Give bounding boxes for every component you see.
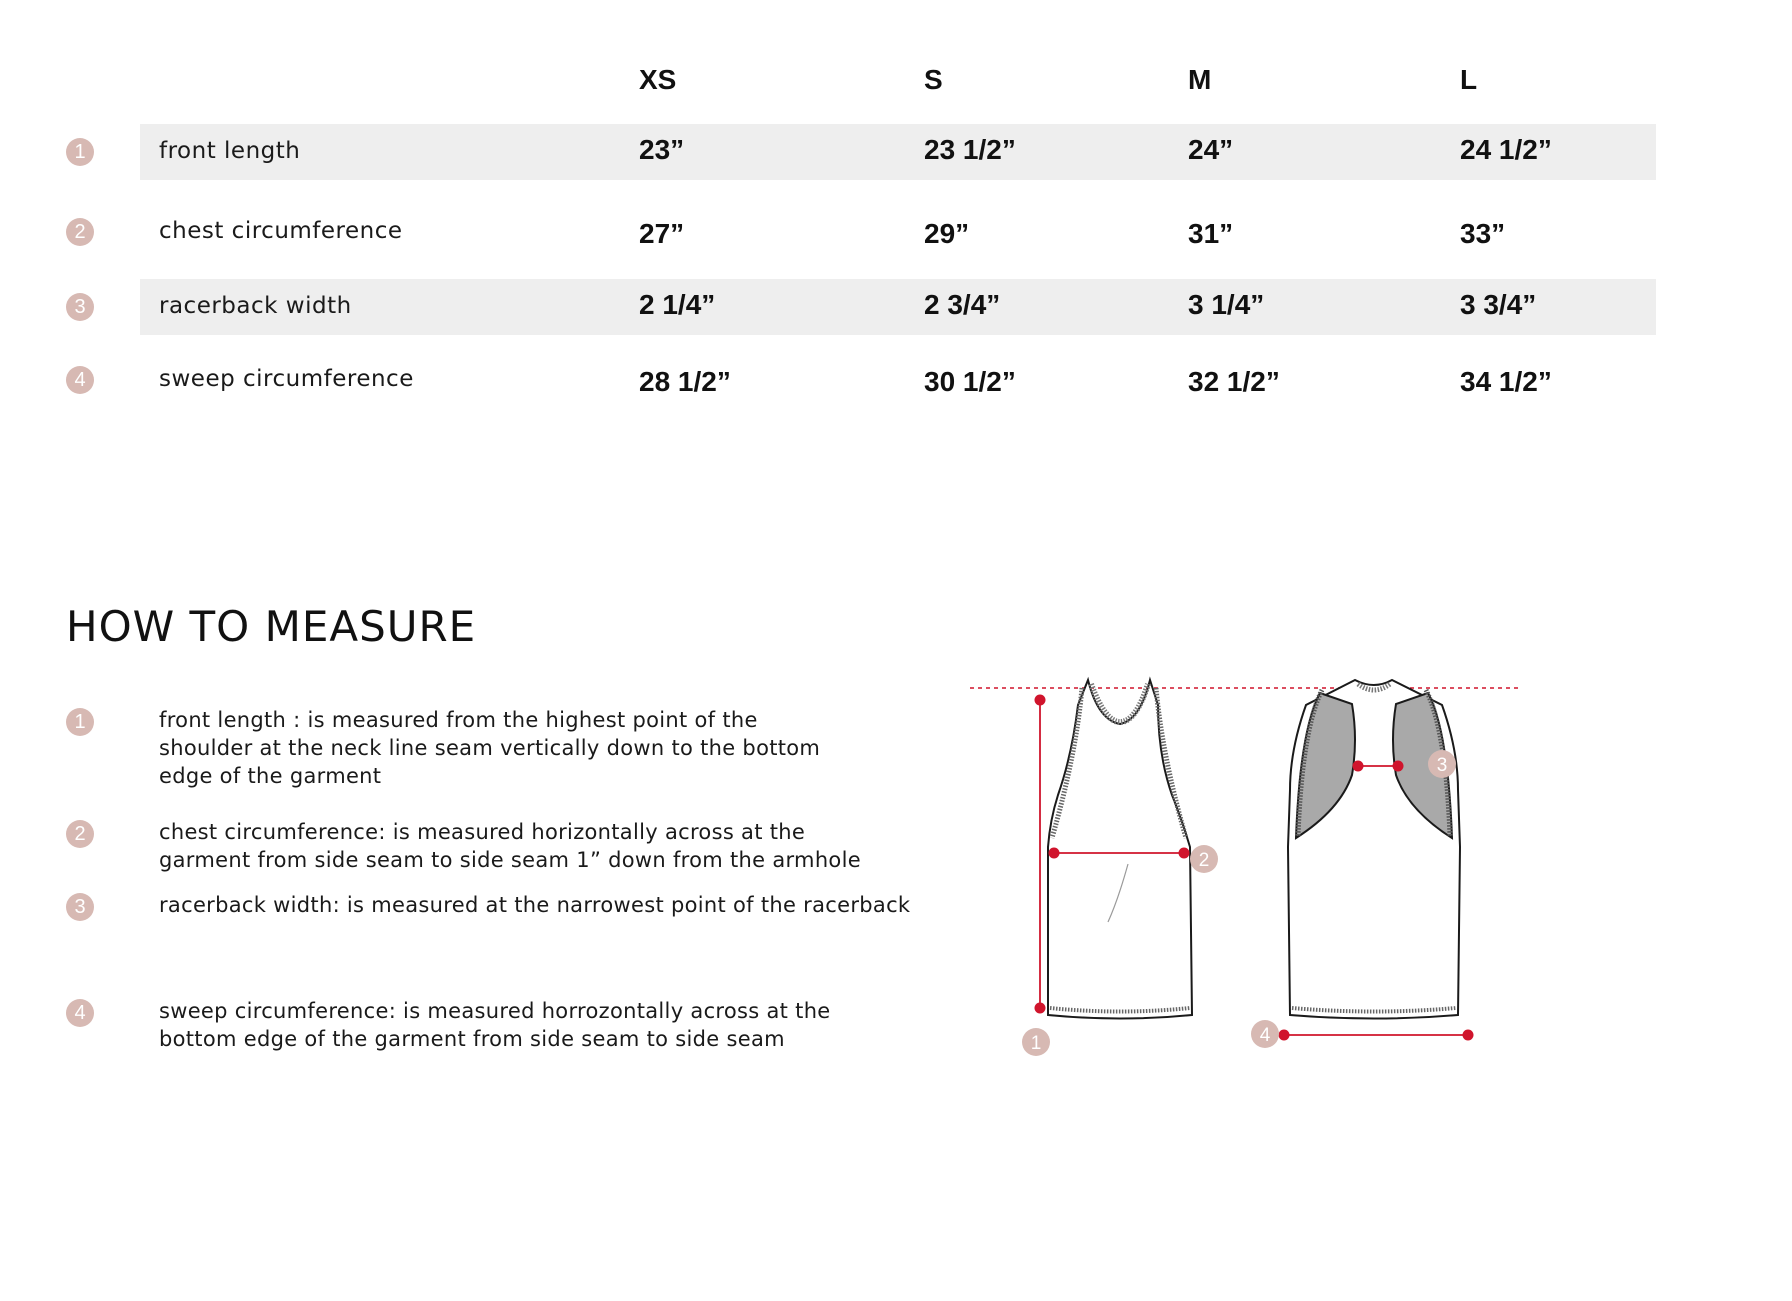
sweep-right-point bbox=[1463, 1030, 1474, 1041]
measurement-number-badge: 3 bbox=[66, 293, 94, 321]
measurement-label: chest circumference bbox=[159, 218, 403, 244]
size-s-header: S bbox=[924, 64, 943, 95]
row-band bbox=[140, 124, 1656, 180]
instruction-number-badge: 2 bbox=[66, 820, 94, 848]
value-m: 32 1/2” bbox=[1188, 366, 1280, 397]
size-l-header: L bbox=[1460, 64, 1478, 95]
tank-top-illustration bbox=[960, 660, 1560, 1080]
racerback-right-point bbox=[1393, 761, 1404, 772]
value-s: 2 3/4” bbox=[924, 289, 1001, 320]
row-band bbox=[140, 279, 1656, 335]
sweep-marker-label: 4 bbox=[1259, 1025, 1271, 1046]
measurement-label: racerback width bbox=[159, 293, 352, 319]
value-m: 3 1/4” bbox=[1188, 289, 1265, 320]
instruction-number-badge: 1 bbox=[66, 708, 94, 736]
value-l: 33” bbox=[1460, 218, 1506, 249]
value-l: 24 1/2” bbox=[1460, 134, 1552, 165]
instruction-line: chest circumference: is measured horizontally across at the bbox=[159, 820, 806, 844]
chest-marker-label: 2 bbox=[1198, 850, 1210, 871]
chest-right-point bbox=[1179, 848, 1190, 859]
size-header-row bbox=[0, 64, 1792, 104]
front-length-top-point bbox=[1035, 695, 1046, 706]
value-m: 24” bbox=[1188, 134, 1234, 165]
instruction-line: edge of the garment bbox=[159, 764, 382, 788]
value-l: 34 1/2” bbox=[1460, 366, 1552, 397]
value-xs: 23” bbox=[639, 134, 685, 165]
value-l: 3 3/4” bbox=[1460, 289, 1537, 320]
instruction-line: front length : is measured from the highest point of the bbox=[159, 708, 758, 732]
instruction-text bbox=[159, 818, 959, 874]
measurement-number-badge: 2 bbox=[66, 218, 94, 246]
racerback-marker bbox=[1428, 750, 1456, 778]
value-s: 29” bbox=[924, 218, 970, 249]
measurement-label: sweep circumference bbox=[159, 366, 414, 392]
instruction-line: shoulder at the neck line seam vertically down to the bottom bbox=[159, 736, 821, 760]
value-xs: 28 1/2” bbox=[639, 366, 731, 397]
chest-left-point bbox=[1049, 848, 1060, 859]
front-length-marker bbox=[1022, 1028, 1050, 1056]
front-length-marker-label: 1 bbox=[1030, 1033, 1042, 1054]
sweep-marker bbox=[1251, 1020, 1279, 1048]
size-xs-header: XS bbox=[639, 64, 677, 95]
measurement-row-chest-circumference bbox=[0, 204, 1792, 260]
measurement-row-racerback-width bbox=[0, 279, 1792, 335]
instruction-line: garment from side seam to side seam 1” down from the armhole bbox=[159, 848, 861, 872]
instruction-text bbox=[159, 706, 959, 790]
measurement-number-badge: 1 bbox=[66, 138, 94, 166]
instruction-line: racerback width: is measured at the narrowest point of the racerback bbox=[159, 893, 911, 917]
sweep-left-point bbox=[1279, 1030, 1290, 1041]
instruction-line: bottom edge of the garment from side seam to side seam bbox=[159, 1027, 785, 1051]
racerback-marker-label: 3 bbox=[1436, 755, 1448, 776]
chest-marker bbox=[1190, 845, 1218, 873]
instruction-line: sweep circumference: is measured horrozontally across at the bbox=[159, 999, 831, 1023]
instruction-number-badge: 3 bbox=[66, 893, 94, 921]
measurement-row-sweep-circumference bbox=[0, 352, 1792, 408]
front-length-bottom-point bbox=[1035, 1003, 1046, 1014]
value-xs: 27” bbox=[639, 218, 685, 249]
how-to-measure-title: HOW TO MEASURE bbox=[66, 602, 477, 651]
measurement-label: front length bbox=[159, 138, 301, 164]
back-garment bbox=[1288, 680, 1460, 1019]
racerback-left-point bbox=[1353, 761, 1364, 772]
size-m-header: M bbox=[1188, 64, 1212, 95]
value-xs: 2 1/4” bbox=[639, 289, 716, 320]
value-s: 23 1/2” bbox=[924, 134, 1016, 165]
instruction-number-badge: 4 bbox=[66, 999, 94, 1027]
instruction-text bbox=[159, 891, 959, 919]
measurement-number-badge: 4 bbox=[66, 366, 94, 394]
garment-measurement-diagram bbox=[960, 660, 1560, 1080]
instruction-text bbox=[159, 997, 959, 1053]
measurement-row-front-length bbox=[0, 124, 1792, 180]
value-s: 30 1/2” bbox=[924, 366, 1016, 397]
front-garment bbox=[1048, 680, 1192, 1019]
value-m: 31” bbox=[1188, 218, 1234, 249]
